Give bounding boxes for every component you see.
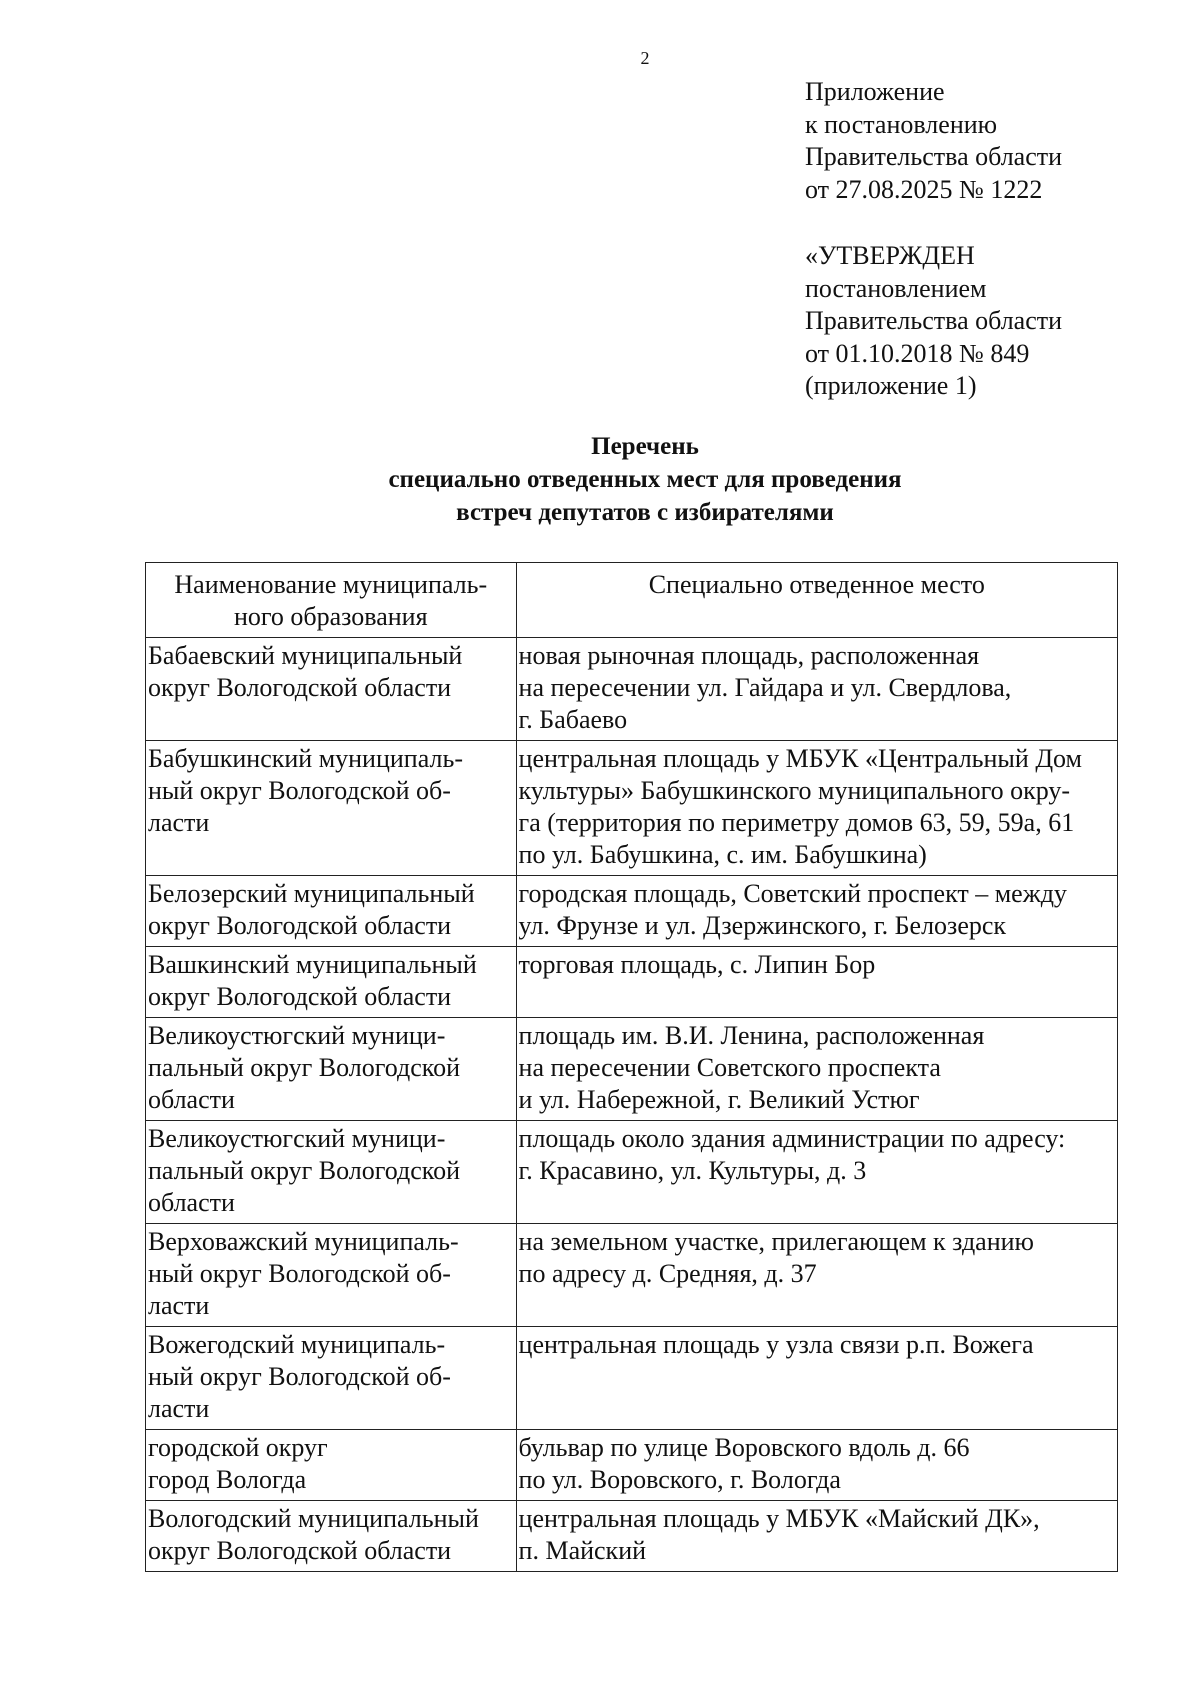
place-line: бульвар по улице Воровского вдоль д. 66 <box>518 1433 970 1462</box>
municipality-line: Вашкинский муниципальный <box>148 950 477 979</box>
municipality-line: области <box>148 1085 235 1114</box>
place-cell <box>516 741 1117 876</box>
table-header-row <box>146 563 1118 638</box>
municipality-cell <box>146 741 517 876</box>
municipality-line: Бабаевский муниципальный <box>148 641 463 670</box>
place-cell <box>516 1501 1117 1572</box>
municipality-line: округ Вологодской области <box>148 911 452 940</box>
place-line: по ул. Бабушкина, с. им. Бабушкина) <box>518 840 927 869</box>
place-line: центральная площадь у узла связи р.п. Вожега <box>518 1330 1034 1359</box>
place-cell <box>516 947 1117 1018</box>
appendix-line: Правительства области <box>805 142 1063 171</box>
municipality-line: Верховажский муниципаль- <box>148 1227 459 1256</box>
appendix-line: от 27.08.2025 № 1222 <box>805 174 1043 204</box>
place-cell <box>516 1327 1117 1430</box>
municipality-cell <box>146 1121 517 1224</box>
header-place <box>516 563 1117 638</box>
document-title <box>0 430 1200 529</box>
place-line: на пересечении ул. Гайдара и ул. Свердлова, <box>518 673 1012 702</box>
municipality-cell <box>146 876 517 947</box>
municipality-line: области <box>148 1188 235 1217</box>
header-line: ного образования <box>233 602 428 631</box>
municipality-cell <box>146 1018 517 1121</box>
place-line: га (территория по периметру домов 63, 59, 59а, 61 <box>518 808 1075 837</box>
municipality-line: Вологодский муниципальный <box>148 1504 479 1533</box>
table-row <box>146 876 1118 947</box>
municipality-line: округ Вологодской области <box>148 673 452 702</box>
municipality-line: Вожегодский муниципаль- <box>148 1330 446 1359</box>
municipality-cell <box>146 1224 517 1327</box>
table-row <box>146 1224 1118 1327</box>
table-row <box>146 638 1118 741</box>
table-row <box>146 1018 1118 1121</box>
table-row <box>146 1327 1118 1430</box>
table-row <box>146 1121 1118 1224</box>
place-line: центральная площадь у МБУК «Центральный Дом <box>518 744 1083 773</box>
approved-stamp-block <box>805 240 1062 403</box>
place-line: п. Майский <box>518 1536 647 1565</box>
place-cell <box>516 1224 1117 1327</box>
approved-line: постановлением <box>805 273 987 303</box>
municipality-line: ный округ Вологодской об- <box>148 776 451 805</box>
municipality-cell <box>146 638 517 741</box>
table-row <box>146 947 1118 1018</box>
place-cell <box>516 1430 1117 1501</box>
municipality-line: ный округ Вологодской об- <box>148 1362 451 1391</box>
place-line: по адресу д. Средняя, д. 37 <box>518 1259 817 1288</box>
place-cell <box>516 1121 1117 1224</box>
municipality-line: пальный округ Вологодской <box>148 1053 460 1082</box>
place-line: культуры» Бабушкинского муниципального окру- <box>518 776 1071 805</box>
municipality-line: округ Вологодской области <box>148 1536 452 1565</box>
municipality-line: Бабушкинский муниципаль- <box>148 744 463 773</box>
place-line: г. Красавино, ул. Культуры, д. 3 <box>518 1156 867 1185</box>
municipality-cell <box>146 947 517 1018</box>
page-number: 2 <box>640 48 650 68</box>
appendix-block <box>805 76 1062 206</box>
place-line: площадь им. В.И. Ленина, расположенная <box>518 1021 985 1050</box>
place-cell <box>516 638 1117 741</box>
approved-line: Правительства области <box>805 306 1063 335</box>
approved-line: от 01.10.2018 № 849 <box>805 338 1030 368</box>
appendix-line: Приложение <box>805 77 945 106</box>
municipality-line: пальный округ Вологодской <box>148 1156 460 1185</box>
title-line: встреч депутатов с избирателями <box>456 499 834 526</box>
municipality-line: Великоустюгский муници- <box>148 1021 446 1050</box>
appendix-line: к постановлению <box>805 109 998 139</box>
municipality-line: Великоустюгский муници- <box>148 1124 446 1153</box>
place-line: торговая площадь, с. Липин Бор <box>518 950 876 979</box>
municipality-line: ный округ Вологодской об- <box>148 1259 451 1288</box>
municipality-line: городской округ <box>148 1433 328 1462</box>
municipality-cell <box>146 1327 517 1430</box>
municipality-line: ласти <box>148 1394 210 1423</box>
place-line: на земельном участке, прилегающем к зданию <box>518 1227 1034 1256</box>
place-line: городская площадь, Советский проспект – между <box>518 879 1067 908</box>
municipality-line: город Вологда <box>148 1465 307 1494</box>
municipality-cell <box>146 1430 517 1501</box>
place-line: и ул. Набережной, г. Великий Устюг <box>518 1085 920 1114</box>
approved-line: (приложение 1) <box>805 371 977 400</box>
municipality-cell <box>146 1501 517 1572</box>
approved-line: «УТВЕРЖДЕН <box>805 241 975 270</box>
place-line: новая рыночная площадь, расположенная <box>518 641 980 670</box>
place-cell <box>516 1018 1117 1121</box>
title-line: Перечень <box>591 433 699 460</box>
title-line: специально отведенных мест для проведения <box>388 466 902 493</box>
municipality-line: ласти <box>148 808 210 837</box>
place-line: по ул. Воровского, г. Вологда <box>518 1465 841 1494</box>
header-municipality <box>146 563 517 638</box>
place-line: площадь около здания администрации по адресу: <box>518 1124 1066 1153</box>
place-cell <box>516 876 1117 947</box>
municipality-line: Белозерский муниципальный <box>148 879 475 908</box>
table-row <box>146 1501 1118 1572</box>
place-line: ул. Фрунзе и ул. Дзержинского, г. Белозерск <box>518 911 1007 940</box>
table-row <box>146 741 1118 876</box>
table-row <box>146 1430 1118 1501</box>
header-line: Наименование муниципаль- <box>174 570 488 599</box>
header-line: Специально отведенное место <box>648 570 985 599</box>
places-table <box>145 562 1118 1572</box>
municipality-line: округ Вологодской области <box>148 982 452 1011</box>
place-line: г. Бабаево <box>518 705 628 734</box>
place-line: на пересечении Советского проспекта <box>518 1053 941 1082</box>
place-line: центральная площадь у МБУК «Майский ДК», <box>518 1504 1040 1533</box>
municipality-line: ласти <box>148 1291 210 1320</box>
